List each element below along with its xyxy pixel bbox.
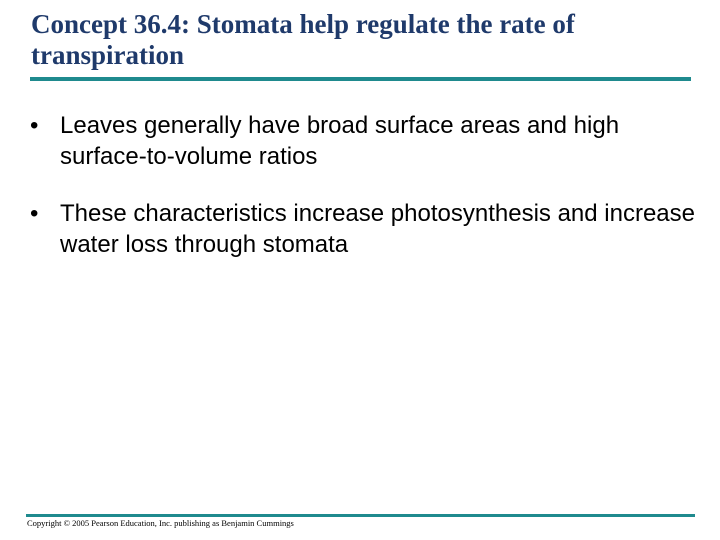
- bullet-item: [30, 198, 700, 260]
- bullet-glyph: •: [30, 112, 39, 139]
- title-divider: [30, 77, 691, 81]
- bullet-glyph: •: [30, 200, 39, 227]
- footer-divider: [26, 514, 695, 517]
- slide-title: Concept 36.4: Stomata help regulate the rate of transpiration: [31, 9, 575, 70]
- copyright-notice: Copyright © 2005 Pearson Education, Inc. publishing as Benjamin Cummings: [27, 518, 294, 528]
- bullet-list: [30, 110, 700, 286]
- bullet-text: These characteristics increase photosynthesis and increase water loss through stomata: [60, 200, 695, 258]
- bullet-text: Leaves generally have broad surface areas and high surface-to-volume ratios: [60, 112, 620, 170]
- bullet-item: [30, 110, 700, 172]
